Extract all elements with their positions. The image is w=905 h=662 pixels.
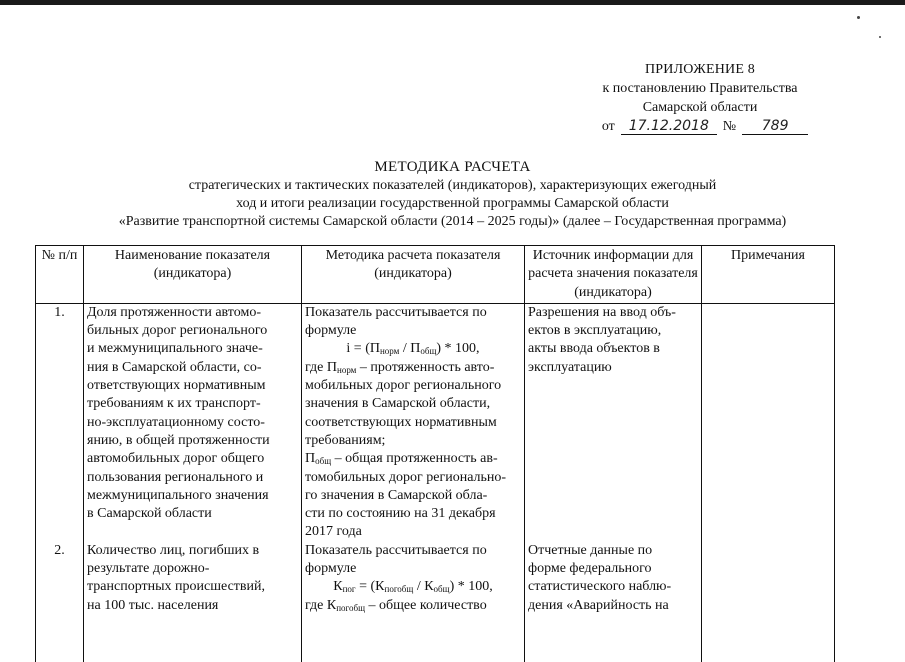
scan-top-border [0, 0, 905, 5]
header-method: Методика расчета показателя (индикатора) [302, 246, 525, 304]
indicator-name: Доля протяженности автомо- бильных дорог регионального и межмуниципального значе- ния в Самарской области, со- ответствующих нормативным требованиям к их транспорт- но-эксплуатационному состо- янию, в общей протяженности автомобильных дорог общего пользования регионального и межмуниципального значения в Самарской области [84, 303, 302, 541]
appendix-line-2: к постановлению Правительства [602, 81, 798, 96]
method-intro: Показатель рассчитывается по формуле [305, 304, 487, 339]
header-name: Наименование показателя (индикатора) [84, 246, 302, 304]
notes-cell [702, 542, 835, 662]
method-definition: где $П_{норм}$ – протяженность авто- мобильных дорог регионального значения в Самарской области, соответствующих нормативным требованиям; [305, 359, 502, 448]
appendix-block [560, 60, 840, 136]
row-number: 2. [36, 542, 84, 662]
table-row [36, 303, 835, 541]
document-heading [0, 158, 905, 231]
appendix-line-3: Самарской области [642, 100, 758, 115]
table-row [36, 542, 835, 662]
method-definition: где $К_{погобщ}$ – общее количество [305, 597, 487, 613]
number-prefix: № [722, 119, 737, 134]
calculation-method [302, 542, 525, 662]
row-number: 1. [36, 303, 84, 541]
header-notes: Примечания [702, 246, 835, 304]
date-prefix: от [601, 119, 615, 134]
header-num: № п/п [36, 246, 84, 304]
method-intro: Показатель рассчитывается по формуле [305, 542, 487, 577]
appendix-title: ПРИЛОЖЕНИЕ 8 [644, 62, 756, 77]
document-subtitle-3: «Развитие транспортной системы Самарской области (2014 – 2025 годы)» (далее – Государственная программа) [118, 214, 787, 229]
information-source: Отчетные данные по форме федерального статистического наблю- дения «Аварийность на [525, 542, 702, 662]
table-header-row [36, 246, 835, 304]
indicator-name: Количество лиц, погибших в результате дорожно- транспортных происшествий, на 100 тыс. населения [84, 542, 302, 662]
document-title: МЕТОДИКА РАСЧЕТА [374, 159, 531, 175]
method-definition: $П_{общ}$ – общая протяженность ав- томобильных дорог регионально- го значения в Самарской обла- сти по состоянию на 31 декабря 2017 года [305, 451, 507, 540]
appendix-reference [570, 117, 840, 136]
formula: $i = (П_{норм} / П_{общ}) * 100$, [346, 341, 480, 357]
document-subtitle-2: ход и итоги реализации государственной программы Самарской области [236, 196, 669, 211]
handwritten-date: 17.12.2018 [621, 119, 717, 135]
scan-speck [857, 16, 860, 19]
header-source: Источник информации для расчета значения показателя (индикатора) [525, 246, 702, 304]
information-source: Разрешения на ввод объ- ектов в эксплуатацию, акты ввода объектов в эксплуатацию [525, 303, 702, 541]
document-subtitle-1: стратегических и тактических показателей (индикаторов), характеризующих ежегодный [188, 178, 717, 193]
indicators-table [35, 245, 835, 662]
notes-cell [702, 303, 835, 541]
handwritten-number: 789 [742, 119, 808, 135]
scan-speck [879, 36, 881, 38]
calculation-method [302, 303, 525, 541]
formula: $К_{пог} = (К_{погобщ} / К_{общ}) * 100$, [333, 579, 493, 595]
